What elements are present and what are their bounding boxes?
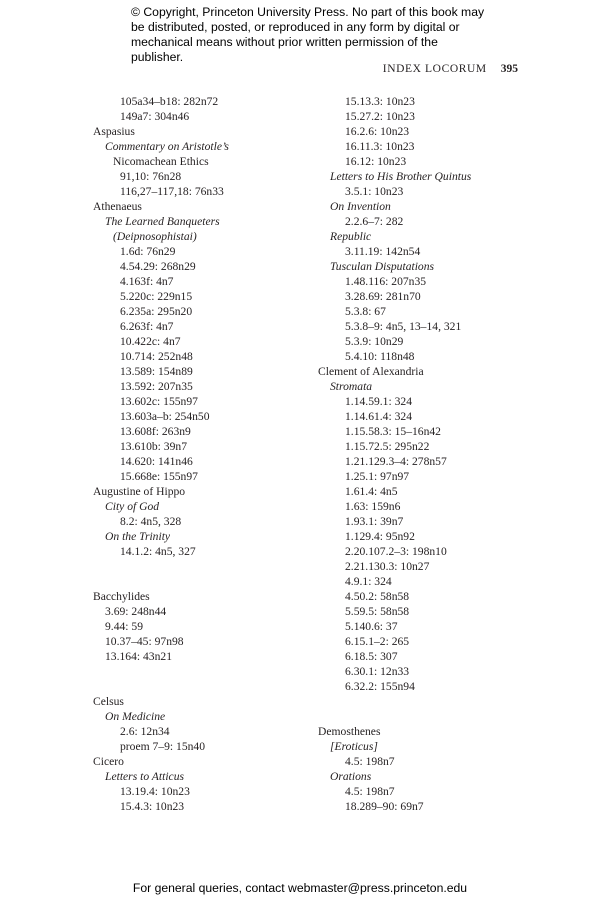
index-entry: 16.12: 10n23 — [345, 155, 407, 168]
work-title: (Deipnosophistai) — [113, 230, 197, 243]
index-entry: 1.14.59.1: 324 — [345, 395, 412, 408]
index-entry: 14.1.2: 4n5, 327 — [120, 545, 196, 558]
blank-line — [318, 709, 471, 724]
work-title: On Invention — [330, 200, 391, 213]
index-heading: Athenaeus — [93, 200, 142, 213]
index-entry: 5.3.8: 67 — [345, 305, 386, 318]
copyright-notice: © Copyright, Princeton University Press. No part of this book may be distributed, posted, or reproduced in any form by digital or mechanical means without prior written permission of the publisher. — [131, 5, 485, 64]
index-entry: 3.11.19: 142n54 — [345, 245, 421, 258]
index-entry: 1.21.129.3–4: 278n57 — [345, 455, 447, 468]
index-entry: 4.50.2: 58n58 — [345, 590, 410, 603]
index-entry: Nicomachean Ethics — [113, 155, 209, 168]
index-entry: 13.603a–b: 254n50 — [120, 410, 210, 423]
index-entry: 8.2: 4n5, 328 — [120, 515, 182, 528]
work-title: Letters to Atticus — [105, 770, 185, 783]
work-title: Letters to His Brother Quintus — [330, 170, 472, 183]
index-entry: 13.589: 154n89 — [120, 365, 193, 378]
index-entry: 5.3.8–9: 4n5, 13–14, 321 — [345, 320, 462, 333]
index-entry: 116,27–117,18: 76n33 — [120, 185, 224, 198]
blank-line — [93, 679, 229, 694]
index-entry: 1.6d: 76n29 — [120, 245, 176, 258]
index-entry: 13.610b: 39n7 — [120, 440, 187, 453]
index-entry: 1.15.58.3: 15–16n42 — [345, 425, 441, 438]
work-title: Tusculan Disputations — [330, 260, 435, 273]
index-entry: 1.25.1: 97n97 — [345, 470, 410, 483]
index-entry: 10.714: 252n48 — [120, 350, 193, 363]
index-entry: 1.93.1: 39n7 — [345, 515, 404, 528]
index-column-right — [318, 94, 471, 814]
index-entry: 1.14.61.4: 324 — [345, 410, 412, 423]
index-entry: 2.20.107.2–3: 198n10 — [345, 545, 447, 558]
index-entry: 13.592: 207n35 — [120, 380, 193, 393]
work-title: [Eroticus] — [330, 740, 378, 753]
index-heading: Celsus — [93, 695, 124, 708]
index-entry: 149a7: 304n46 — [120, 110, 190, 123]
index-entry: proem 7–9: 15n40 — [120, 740, 206, 753]
work-title: The Learned Banqueters — [105, 215, 220, 228]
index-entry: 15.27.2: 10n23 — [345, 110, 415, 123]
index-column-left — [93, 94, 229, 814]
index-entry: 16.11.3: 10n23 — [345, 140, 415, 153]
index-entry: 4.9.1: 324 — [345, 575, 392, 588]
index-entry: 6.15.1–2: 265 — [345, 635, 410, 648]
index-entry: 105a34–b18: 282n72 — [120, 95, 219, 108]
index-entry: 5.4.10: 118n48 — [345, 350, 415, 363]
index-entry: 10.37–45: 97n98 — [105, 635, 184, 648]
index-entry: 1.15.72.5: 295n22 — [345, 440, 430, 453]
blank-line — [93, 664, 229, 679]
running-head-title: INDEX LOCORUM — [382, 63, 487, 75]
index-entry: 5.3.9: 10n29 — [345, 335, 404, 348]
index-entry: 13.19.4: 10n23 — [120, 785, 190, 798]
index-entry: 1.48.116: 207n35 — [345, 275, 427, 288]
index-entry: 2.6: 12n34 — [120, 725, 170, 738]
index-heading: Cicero — [93, 755, 124, 768]
index-entry: 1.129.4: 95n92 — [345, 530, 415, 543]
work-title: Commentary on Aristotle’s — [105, 140, 229, 153]
work-title: On the Trinity — [105, 530, 171, 543]
index-entry: 5.59.5: 58n58 — [345, 605, 410, 618]
index-entry: 4.5: 198n7 — [345, 755, 395, 768]
index-entry: 3.5.1: 10n23 — [345, 185, 404, 198]
index-heading: Augustine of Hippo — [93, 485, 186, 498]
index-entry: 6.263f: 4n7 — [120, 320, 174, 333]
index-entry: 4.5: 198n7 — [345, 785, 395, 798]
index-heading: Clement of Alexandria — [318, 365, 424, 378]
index-entry: 6.30.1: 12n33 — [345, 665, 410, 678]
work-title: City of God — [105, 500, 160, 513]
index-entry: 4.54.29: 268n29 — [120, 260, 196, 273]
index-heading: Aspasius — [93, 125, 135, 138]
work-title: Republic — [330, 230, 372, 243]
work-title: On Medicine — [105, 710, 166, 723]
index-heading: Demosthenes — [318, 725, 381, 738]
index-entry: 15.668e: 155n97 — [120, 470, 198, 483]
index-entry: 6.18.5: 307 — [345, 650, 398, 663]
index-entry: 10.422c: 4n7 — [120, 335, 181, 348]
index-entry: 2.2.6–7: 282 — [345, 215, 404, 228]
index-entry: 13.164: 43n21 — [105, 650, 172, 663]
blank-line — [318, 694, 471, 709]
index-entry: 16.2.6: 10n23 — [345, 125, 410, 138]
index-entry: 6.235a: 295n20 — [120, 305, 193, 318]
index-entry: 9.44: 59 — [105, 620, 144, 633]
index-entry: 3.28.69: 281n70 — [345, 290, 421, 303]
index-entry: 3.69: 248n44 — [105, 605, 167, 618]
index-entry: 5.140.6: 37 — [345, 620, 398, 633]
work-title: Stromata — [330, 380, 373, 393]
index-entry: 1.63: 159n6 — [345, 500, 401, 513]
index-entry: 1.61.4: 4n5 — [345, 485, 398, 498]
index-entry: 13.608f: 263n9 — [120, 425, 191, 438]
footer-contact: For general queries, contact webmaster@press.princeton.edu — [132, 881, 468, 895]
page-number: 395 — [500, 63, 518, 75]
index-entry: 18.289–90: 69n7 — [345, 800, 424, 813]
index-entry: 13.602c: 155n97 — [120, 395, 198, 408]
work-title: Orations — [330, 770, 372, 783]
index-entry: 15.13.3: 10n23 — [345, 95, 415, 108]
blank-line — [93, 559, 229, 574]
index-entry: 91,10: 76n28 — [120, 170, 182, 183]
index-entry: 5.220c: 229n15 — [120, 290, 193, 303]
blank-line — [93, 574, 229, 589]
index-entry: 14.620: 141n46 — [120, 455, 193, 468]
index-heading: Bacchylides — [93, 590, 150, 603]
running-head — [383, 63, 518, 75]
index-entry: 2.21.130.3: 10n27 — [345, 560, 430, 573]
index-entry: 15.4.3: 10n23 — [120, 800, 185, 813]
index-entry: 6.32.2: 155n94 — [345, 680, 415, 693]
index-entry: 4.163f: 4n7 — [120, 275, 174, 288]
